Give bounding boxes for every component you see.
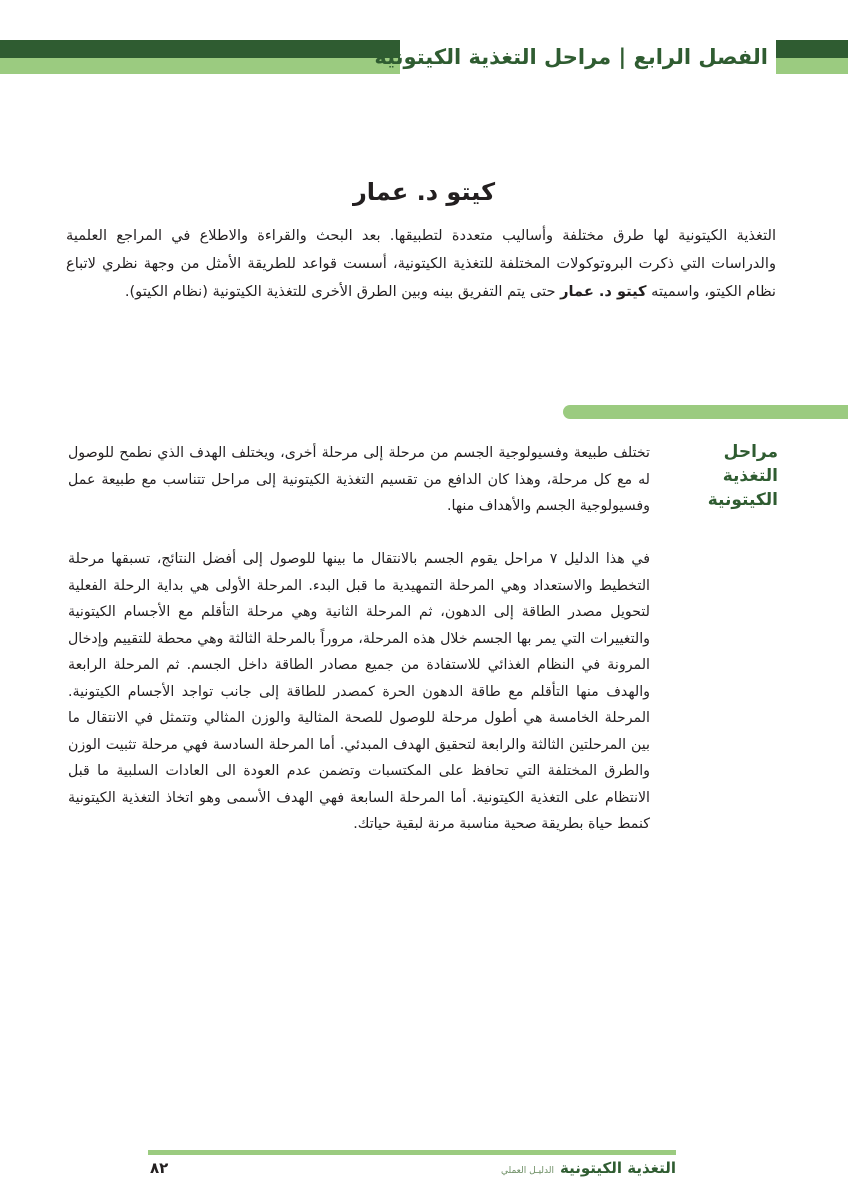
side-label-stages: مراحل التغذية الكيتونية bbox=[707, 442, 778, 510]
footer-brand bbox=[501, 1156, 676, 1180]
stages-paragraph-2: في هذا الدليل ٧ مراحل يقوم الجسم بالانتقال ما بينها للوصول إلى أفضل النتائج، تسبقها مرحلة التخطيط والاستعداد وهي المرحلة التمهيدية ما قبل البدء. المرحلة الأولى هي بداية الرحلة الفعلية لتحويل مصدر الطاقة إلى الدهون، ثم المرحلة الثانية وهي مرحلة التأقلم مع الأجسام الكيتونية والتغييرات التي يمر بها الجسم خلال هذه المرحلة، مروراً بالمرحلة الثالثة وهي محطة للتقييم وإدخال المرونة في النظام الغذائي للاستفادة من جميع مصادر الطاقة داخل الجسم. ثم المرحلة الرابعة والهدف منها التأقلم مع طاقة الدهون الحرة كمصدر للطاقة إلى جانب تواجد الأجسام الكيتونية. المرحلة الخامسة هي أطول مرحلة للوصول للصحة المثالية والوزن المثالي وتتمثل في الانتقال ما بين المرحلتين الثالثة والرابعة لتحقيق الهدف المبدئي. أما المرحلة السادسة فهي مرحلة تثبيت الوزن والطرق المختلفة التي تحافظ على المكتسبات وتضمن عدم العودة الى العادات السلبية ما قبل الانتظام على التغذية الكيتونية. أما المرحلة السابعة فهي الهدف الأسمى وهو اتخاذ التغذية الكيتونية كنمط حياة بطريقة صحية مناسبة مرنة لبقية حياتك. bbox=[68, 551, 650, 832]
footer-brand-subtitle: الدليـل العملي bbox=[501, 1166, 555, 1176]
section-title: كيتو د. عمار bbox=[352, 178, 496, 206]
section-divider-bar bbox=[563, 405, 848, 419]
header-bar-light-left bbox=[0, 58, 400, 74]
header-bar-dark-left bbox=[0, 40, 400, 58]
chapter-title: الفصل الرابع | مراحل التغذية الكيتونية bbox=[374, 45, 768, 69]
footer-bar bbox=[148, 1150, 676, 1155]
stages-paragraph-1: تختلف طبيعة وفسيولوجية الجسم من مرحلة إلى مرحلة أخرى، ويختلف الهدف الذي نطمح للوصول له مع كل مرحلة، وهذا كان الدافع من تقسيم التغذية الكيتونية إلى مراحل تتناسب مع طبيعة عمل وفسيولوجية الجسم والأهداف منها. bbox=[68, 445, 650, 514]
header-bar-dark-right bbox=[776, 40, 848, 58]
footer-brand-title: التغذية الكيتونية bbox=[560, 1159, 676, 1177]
page-number: ٨٢ bbox=[150, 1159, 169, 1177]
header-bar-light-right bbox=[776, 58, 848, 74]
intro-text-bold: كيتو د. عمار bbox=[560, 283, 647, 300]
intro-text-part1: التغذية الكيتونية لها طرق مختلفة وأساليب متعددة لتطبيقها. بعد البحث والقراءة والاطلاع في المراجع العلمية والدراسات التي ذكرت البروتوكولات المختلفة للتغذية الكيتونية، أسست قواعد للطريقة الأمثل من وجهة نظري لاتباع نظام الكيتو، واسميته bbox=[66, 227, 776, 300]
intro-text-part2: حتى يتم التفريق بينه وبين الطرق الأخرى للتغذية الكيتونية (نظام الكيتو). bbox=[124, 283, 561, 300]
intro-paragraph bbox=[66, 222, 776, 306]
